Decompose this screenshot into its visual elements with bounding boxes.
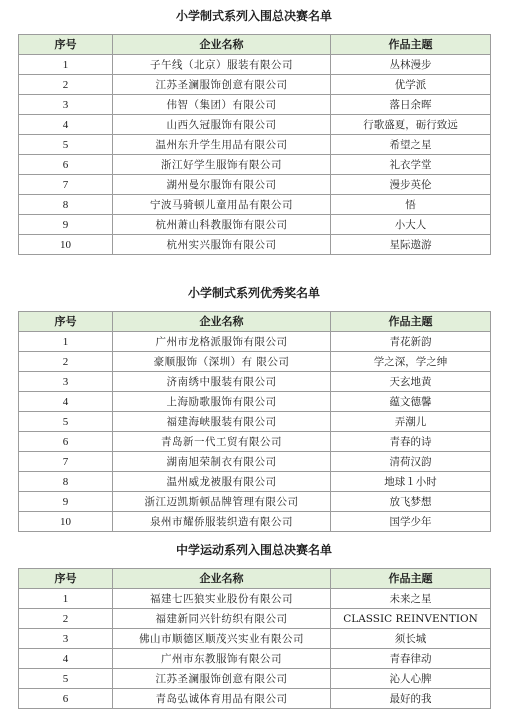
table-row [19,95,491,115]
cell-index: 3 [19,372,113,392]
cell-theme: 漫步英伦 [331,175,491,195]
table-row [19,609,491,629]
cell-index: 1 [19,55,113,75]
cell-index: 4 [19,392,113,412]
section-middle-sports-finalists [18,542,490,709]
table-row [19,75,491,95]
cell-index: 9 [19,492,113,512]
header-theme: 作品主题 [331,35,491,55]
table-body [19,332,491,532]
table-row [19,392,491,412]
table-row [19,472,491,492]
cell-company: 杭州实兴服饰有限公司 [113,235,331,255]
header-index: 序号 [19,569,113,589]
cell-theme: 放飞梦想 [331,492,491,512]
cell-company: 温州威龙被服有限公司 [113,472,331,492]
table-row [19,629,491,649]
cell-company: 福建新同兴针纺织有限公司 [113,609,331,629]
cell-theme: 落日余晖 [331,95,491,115]
cell-index: 10 [19,235,113,255]
cell-company: 福建海峡服装有限公司 [113,412,331,432]
cell-index: 1 [19,589,113,609]
table-row [19,215,491,235]
table-row [19,589,491,609]
cell-company: 广州市龙格派服饰有限公司 [113,332,331,352]
cell-company: 佛山市顺德区顺茂兴实业有限公司 [113,629,331,649]
table-header-row [19,569,491,589]
cell-company: 豪顺服饰（深圳）有 限公司 [113,352,331,372]
cell-company: 湖南旭荣制衣有限公司 [113,452,331,472]
section-primary-excellence [18,285,490,532]
cell-theme: 清荷汉韵 [331,452,491,472]
cell-theme: 行歌盛夏，砺行致远 [331,115,491,135]
cell-company: 宁波马骑顿儿童用品有限公司 [113,195,331,215]
section-title: 中学运动系列入围总决赛名单 [175,543,332,557]
cell-company: 青岛弘诚体育用品有限公司 [113,689,331,709]
cell-index: 6 [19,689,113,709]
table-row [19,135,491,155]
cell-index: 8 [19,472,113,492]
cell-index: 6 [19,432,113,452]
table-row [19,155,491,175]
section-title: 小学制式系列优秀奖名单 [187,286,320,300]
header-company: 企业名称 [113,569,331,589]
cell-theme: 学之深，学之绅 [331,352,491,372]
cell-company: 杭州萧山科教服饰有限公司 [113,215,331,235]
table-row [19,512,491,532]
table-row [19,689,491,709]
cell-index: 5 [19,135,113,155]
cell-index: 2 [19,609,113,629]
cell-theme: 国学少年 [331,512,491,532]
cell-theme: 蕴文德馨 [331,392,491,412]
table-row [19,235,491,255]
section-primary-finalists [18,8,490,255]
cell-theme: 未来之星 [331,589,491,609]
cell-index: 2 [19,352,113,372]
cell-company: 济南绣中服装有限公司 [113,372,331,392]
header-company: 企业名称 [113,35,331,55]
cell-index: 5 [19,412,113,432]
table-body [19,55,491,255]
cell-theme: 青春律动 [331,649,491,669]
table-row [19,195,491,215]
header-company: 企业名称 [113,312,331,332]
cell-theme: 地球１小时 [331,472,491,492]
header-index: 序号 [19,312,113,332]
cell-index: 2 [19,75,113,95]
cell-index: 6 [19,155,113,175]
cell-theme: 天玄地黄 [331,372,491,392]
section-title: 小学制式系列入围总决赛名单 [175,9,332,23]
table-body [19,589,491,709]
cell-theme: 最好的我 [331,689,491,709]
table-row [19,55,491,75]
table-row [19,432,491,452]
table-row [19,352,491,372]
cell-theme: 星际遨游 [331,235,491,255]
cell-theme: 优学派 [331,75,491,95]
table-row [19,372,491,392]
cell-theme: 青春的诗 [331,432,491,452]
cell-index: 7 [19,175,113,195]
header-theme: 作品主题 [331,569,491,589]
cell-theme: 须长城 [331,629,491,649]
table-row [19,332,491,352]
cell-index: 3 [19,95,113,115]
table-row [19,492,491,512]
cell-company: 江苏圣澜服饰创意有限公司 [113,669,331,689]
header-theme: 作品主题 [331,312,491,332]
table-header-row [19,35,491,55]
cell-index: 4 [19,115,113,135]
cell-theme: 悟 [331,195,491,215]
cell-company: 子午线（北京）服装有限公司 [113,55,331,75]
header-index: 序号 [19,35,113,55]
cell-company: 广州市东教服饰有限公司 [113,649,331,669]
cell-index: 3 [19,629,113,649]
cell-company: 湖州曼尔服饰有限公司 [113,175,331,195]
cell-theme: 丛林漫步 [331,55,491,75]
cell-index: 7 [19,452,113,472]
cell-company: 青岛新一代工贸有限公司 [113,432,331,452]
cell-theme: 弄潮儿 [331,412,491,432]
table-row [19,452,491,472]
cell-index: 10 [19,512,113,532]
cell-theme: 沁人心脾 [331,669,491,689]
cell-theme: CLASSIC REINVENTION [331,609,491,629]
cell-index: 4 [19,649,113,669]
cell-company: 泉州市耀侨服装织造有限公司 [113,512,331,532]
table-row [19,175,491,195]
excellence-table [18,311,491,532]
cell-company: 山西久冠服饰有限公司 [113,115,331,135]
cell-theme: 小大人 [331,215,491,235]
table-row [19,669,491,689]
cell-theme: 礼衣学堂 [331,155,491,175]
finalists-table [18,34,491,255]
cell-company: 浙江好学生服饰有限公司 [113,155,331,175]
table-row [19,649,491,669]
cell-theme: 青花新韵 [331,332,491,352]
cell-company: 浙江迈凯斯顿品牌管理有限公司 [113,492,331,512]
sports-finalists-table [18,568,491,709]
cell-company: 江苏圣澜服饰创意有限公司 [113,75,331,95]
cell-index: 8 [19,195,113,215]
cell-index: 1 [19,332,113,352]
cell-company: 伟智（集团）有限公司 [113,95,331,115]
cell-index: 5 [19,669,113,689]
table-row [19,412,491,432]
cell-company: 福建七匹狼实业股份有限公司 [113,589,331,609]
cell-company: 上海励歌服饰有限公司 [113,392,331,412]
table-header-row [19,312,491,332]
table-row [19,115,491,135]
cell-company: 温州东升学生用品有限公司 [113,135,331,155]
cell-index: 9 [19,215,113,235]
cell-theme: 希望之星 [331,135,491,155]
